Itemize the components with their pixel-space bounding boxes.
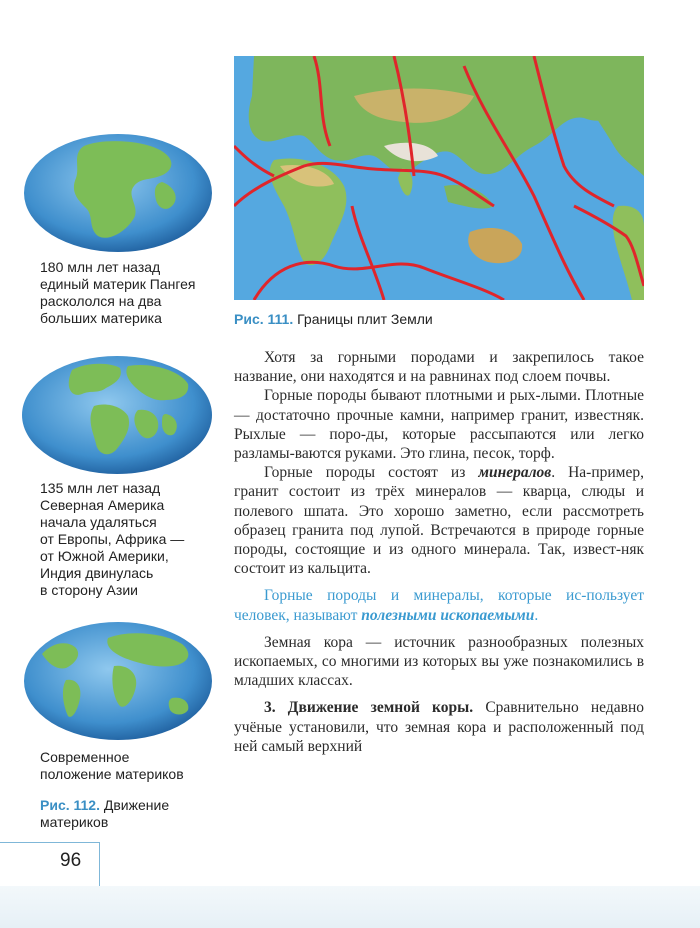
globe-modern xyxy=(22,620,214,742)
paragraph-2: Горные породы бывают плотными и рых-лыми. Плотные — достаточно прочные камни, например гранит, известняк. Рыхлые — поро-ды, которые рассыпаются или легко разламы-ваются руками. Это глина, песок, торф. xyxy=(234,387,644,463)
section-title: 3. Движение земной коры. xyxy=(264,699,474,717)
bottom-band xyxy=(0,886,700,928)
caption-globe-1: 180 млн лет назад единый материк Пангея раскололся на два больших материка xyxy=(40,259,196,326)
page-corner-line-vertical xyxy=(99,842,100,886)
definition-paragraph: Горные породы и минералы, которые ис-пользует человек, называют полезными ископаемыми. xyxy=(234,587,644,624)
fig111-title: Границы плит Земли xyxy=(297,311,433,327)
term-minerals: минералов xyxy=(478,464,552,482)
fig112-label: Рис. 112. xyxy=(40,797,100,813)
page-number: 96 xyxy=(60,850,82,871)
paragraph-5: 3. Движение земной коры. Сравнительно недавно учёные установили, что земная кора и расположенный под ней самый верхний xyxy=(234,699,644,755)
fig112-caption: Рис. 112. Движение материков xyxy=(40,797,170,830)
paragraph-3: Горные породы состоят из минералов. На-пример, гранит состоит из трёх минералов — кварца, слюды и полевого шпата. Это хорошо заметно, если рассмотреть образец гранита под лупой. Встречаются в природе горные породы, состоящие и из одного минерала. Так, извест-няк состоит из кальцита. xyxy=(234,464,645,578)
globe-pangea xyxy=(22,132,214,254)
paragraph-1: Хотя за горными породами и закрепилось такое название, они находятся и на равнинах под слоем почвы. xyxy=(234,349,644,386)
plate-boundaries-map xyxy=(234,56,644,300)
caption-globe-2: 135 млн лет назад Северная Америка начала удаляться от Европы, Африка — от Южной Америки, Индия двинулась в сторону Азии xyxy=(40,480,185,598)
fig111-label: Рис. 111. xyxy=(234,311,294,327)
fig111-caption xyxy=(234,311,433,327)
globe-135-mya xyxy=(20,354,214,476)
term-useful: полезными xyxy=(361,606,437,624)
paragraph-4: Земная кора — источник разнообразных полезных ископаемых, со многими из которых вы уже познакомились в младших классах. xyxy=(234,633,645,690)
main-text xyxy=(234,348,644,756)
term-minerals-resources: ископаемыми xyxy=(440,606,535,624)
caption-globe-3: Современное положение материков xyxy=(40,749,184,782)
page-corner-line xyxy=(0,842,100,843)
